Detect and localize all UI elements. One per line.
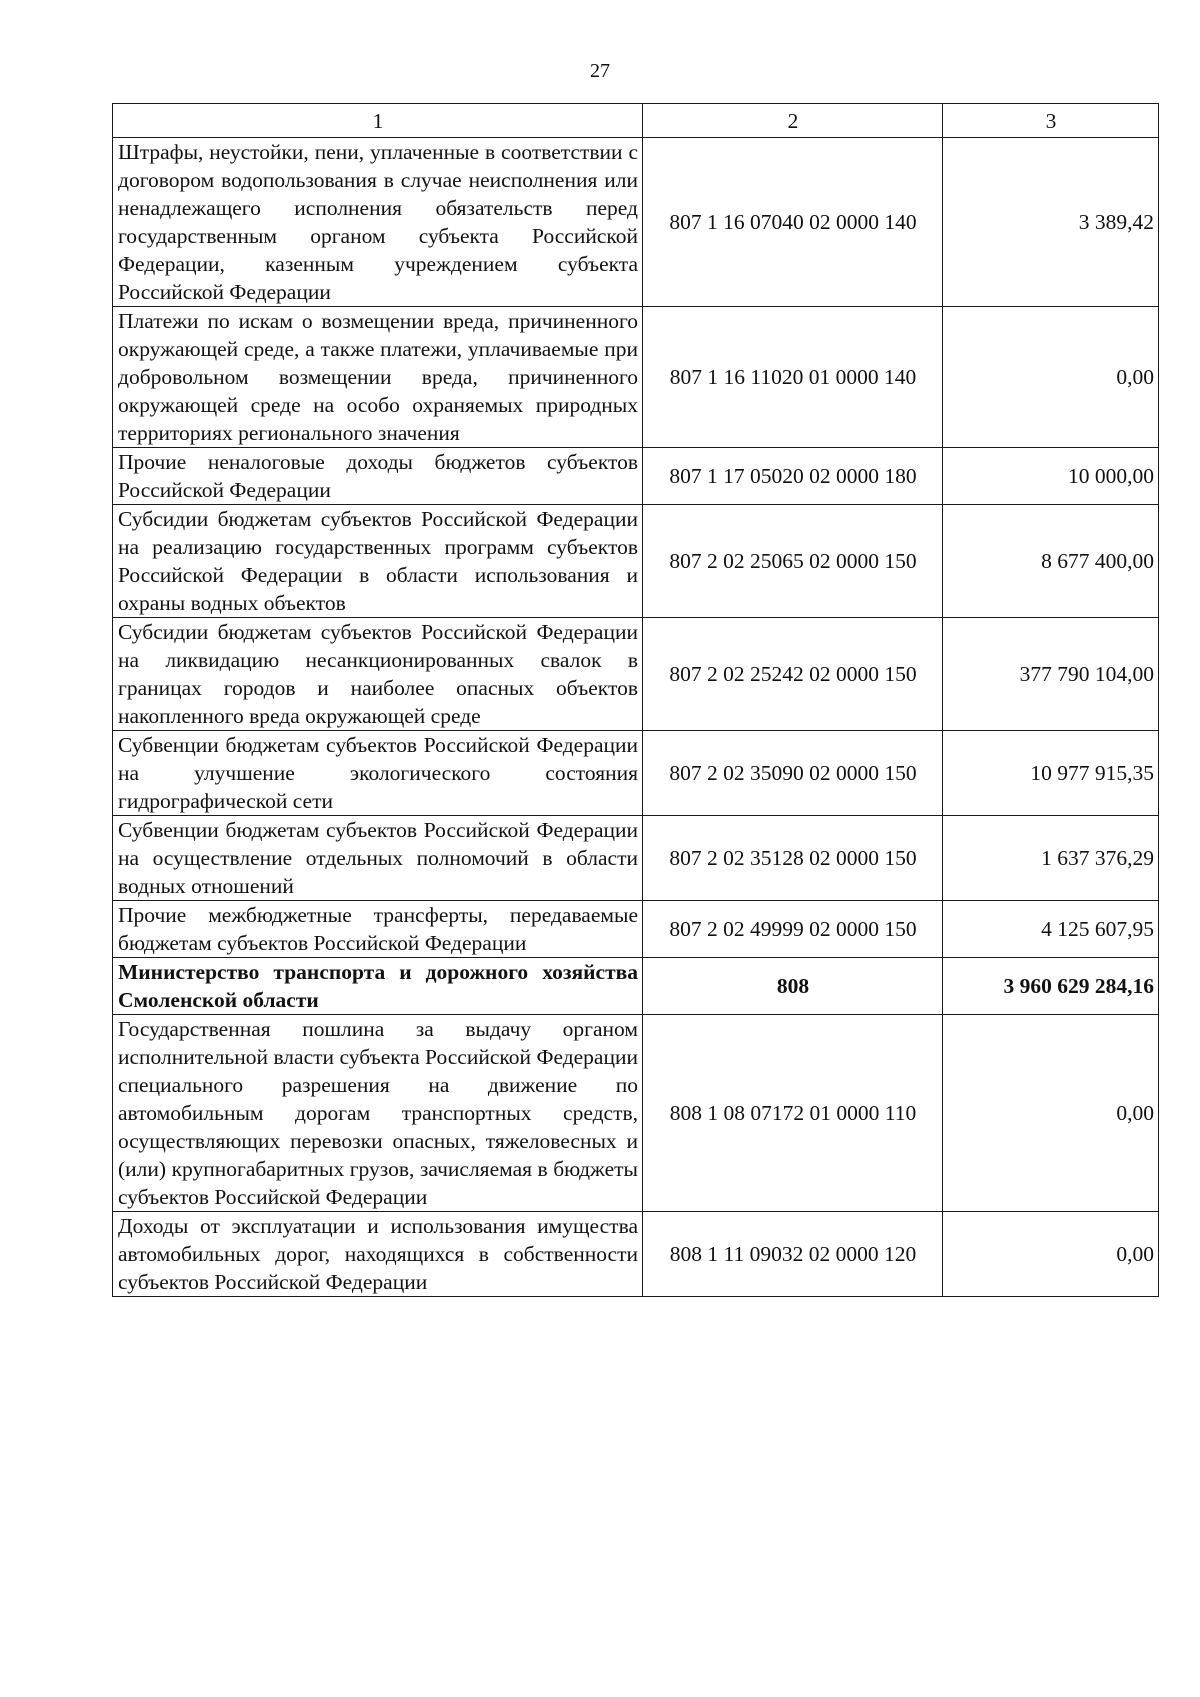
- row-description: Субвенции бюджетам субъектов Российской Федерации на улучшение экологического состояния гидрографической сети: [113, 731, 643, 816]
- ministry-name: Министерство транспорта и дорожного хозяйства Смоленской области: [113, 958, 643, 1015]
- table-row: [113, 816, 1159, 901]
- row-amount: 377 790 104,00: [943, 618, 1159, 731]
- row-description: Штрафы, неустойки, пени, уплаченные в соответствии с договором водопользования в случае неисполнения или ненадлежащего исполнения обязательств перед государственным органом субъекта Российской Федерации, казенным учреждением субъекта Российской Федерации: [113, 138, 643, 307]
- row-amount: 4 125 607,95: [943, 901, 1159, 958]
- row-budget-code: 808 1 08 07172 01 0000 110: [643, 1015, 943, 1212]
- table-row: [113, 307, 1159, 448]
- page-number: 27: [590, 60, 610, 82]
- table-header-row: [113, 104, 1159, 138]
- row-description: Платежи по искам о возмещении вреда, причиненного окружающей среде, а также платежи, уплачиваемые при добровольном возмещении вреда, причиненного окружающей среде на особо охраняемых природных территориях регионального значения: [113, 307, 643, 448]
- row-amount: 0,00: [943, 307, 1159, 448]
- ministry-total-amount: 3 960 629 284,16: [943, 958, 1159, 1015]
- table-row: [113, 138, 1159, 307]
- row-amount: 10 000,00: [943, 448, 1159, 505]
- row-description: Субвенции бюджетам субъектов Российской Федерации на осуществление отдельных полномочий в области водных отношений: [113, 816, 643, 901]
- row-description: Государственная пошлина за выдачу органом исполнительной власти субъекта Российской Федерации специального разрешения на движение по автомобильным дорогам транспортных средств, осуществляющих перевозки опасных, тяжеловесных и (или) крупногабаритных грузов, зачисляемая в бюджеты субъектов Российской Федерации: [113, 1015, 643, 1212]
- row-budget-code: 807 2 02 35090 02 0000 150: [643, 731, 943, 816]
- column-header-3: 3: [943, 104, 1159, 138]
- table-row: [113, 901, 1159, 958]
- row-amount: 3 389,42: [943, 138, 1159, 307]
- table-body: [113, 138, 1159, 1297]
- row-budget-code: 807 2 02 35128 02 0000 150: [643, 816, 943, 901]
- budget-revenue-table: [112, 103, 1159, 1297]
- row-budget-code: 807 2 02 49999 02 0000 150: [643, 901, 943, 958]
- row-amount: 0,00: [943, 1015, 1159, 1212]
- table-row: [113, 1015, 1159, 1212]
- row-budget-code: 808 1 11 09032 02 0000 120: [643, 1212, 943, 1297]
- table-row: [113, 731, 1159, 816]
- row-budget-code: 807 2 02 25242 02 0000 150: [643, 618, 943, 731]
- table-row: [113, 448, 1159, 505]
- table-row: [113, 505, 1159, 618]
- table-row-ministry-total: [113, 958, 1159, 1015]
- row-description: Субсидии бюджетам субъектов Российской Федерации на реализацию государственных программ субъектов Российской Федерации в области использования и охраны водных объектов: [113, 505, 643, 618]
- row-amount: 0,00: [943, 1212, 1159, 1297]
- column-header-1: 1: [113, 104, 643, 138]
- row-budget-code: 807 1 16 11020 01 0000 140: [643, 307, 943, 448]
- row-budget-code: 807 2 02 25065 02 0000 150: [643, 505, 943, 618]
- row-description: Доходы от эксплуатации и использования имущества автомобильных дорог, находящихся в собственности субъектов Российской Федерации: [113, 1212, 643, 1297]
- row-description: Прочие межбюджетные трансферты, передаваемые бюджетам субъектов Российской Федерации: [113, 901, 643, 958]
- row-amount: 1 637 376,29: [943, 816, 1159, 901]
- row-amount: 8 677 400,00: [943, 505, 1159, 618]
- row-budget-code: 807 1 17 05020 02 0000 180: [643, 448, 943, 505]
- table-row: [113, 1212, 1159, 1297]
- table-row: [113, 618, 1159, 731]
- column-header-2: 2: [643, 104, 943, 138]
- ministry-code: 808: [643, 958, 943, 1015]
- row-description: Прочие неналоговые доходы бюджетов субъектов Российской Федерации: [113, 448, 643, 505]
- row-budget-code: 807 1 16 07040 02 0000 140: [643, 138, 943, 307]
- row-amount: 10 977 915,35: [943, 731, 1159, 816]
- row-description: Субсидии бюджетам субъектов Российской Федерации на ликвидацию несанкционированных свалок в границах городов и наиболее опасных объектов накопленного вреда окружающей среде: [113, 618, 643, 731]
